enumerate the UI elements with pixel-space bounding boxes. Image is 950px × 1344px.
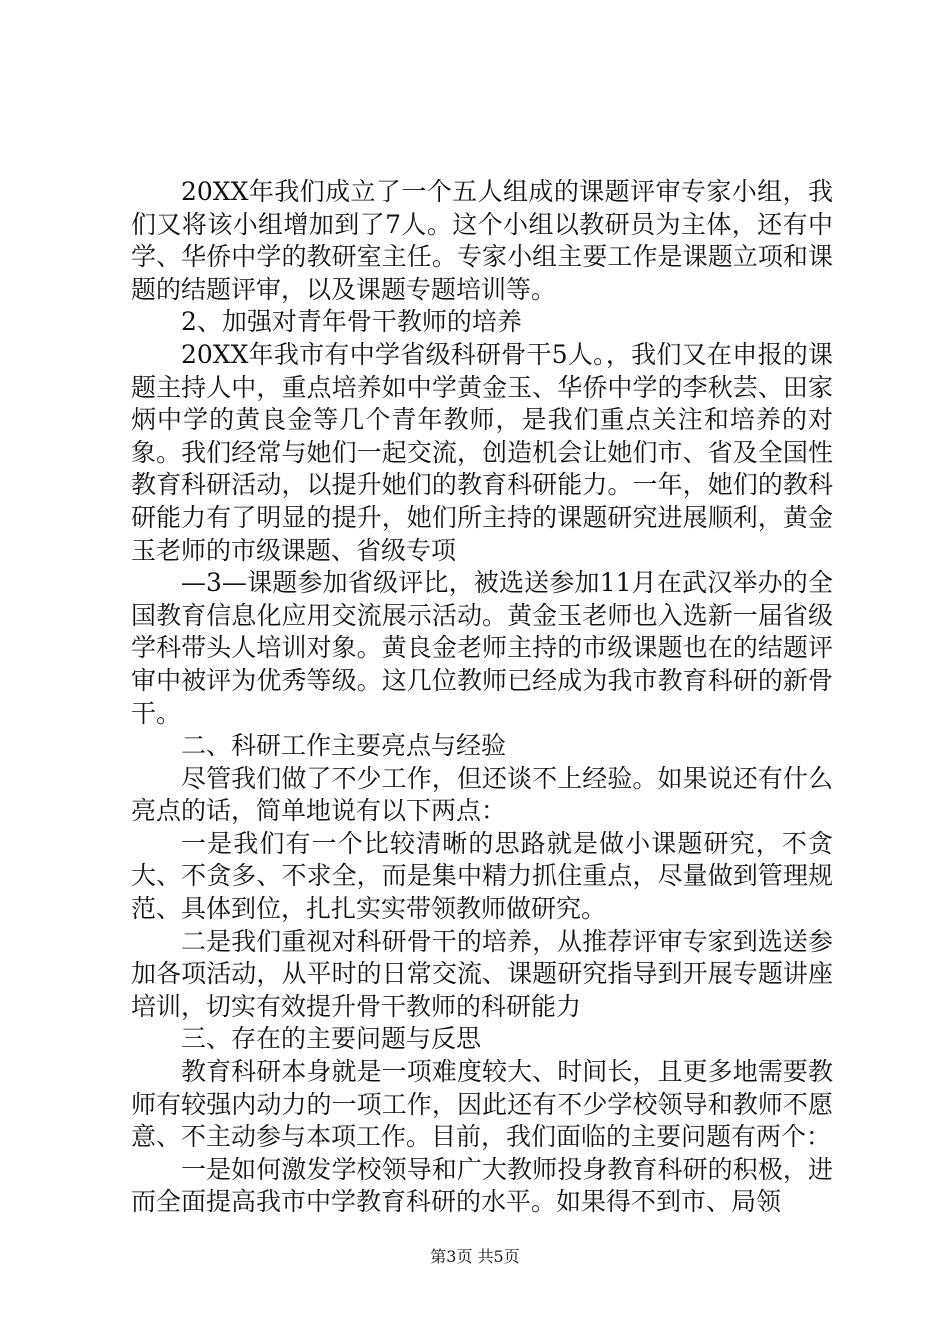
paragraph-highlight-two: 二是我们重视对科研骨干的培养，从推荐评审专家到选送参加各项活动，从平时的日常交流、课题研究指导到开展专题讲座培训，切实有效提升骨干教师的科研能力	[131, 926, 833, 1021]
paragraph-highlights-intro: 尽管我们做了不少工作，但还谈不上经验。如果说还有什么亮点的话，简单地说有以下两点：	[131, 763, 833, 826]
paragraph-problems-intro: 教育科研本身就是一项难度较大、时间长，且更多地需要教师有较强内动力的一项工作，因此还有不少学校领导和教师不愿意、不主动参与本项工作。目前，我们面临的主要问题有两个：	[131, 1057, 833, 1152]
paragraph-expert-group: 20XX年我们成立了一个五人组成的课题评审专家小组，我们又将该小组增加到了7人。这个小组以教研员为主体，还有中学、华侨中学的教研室主任。专家小组主要工作是课题立项和课题的结题评审，以及课题专题培训等。	[131, 177, 833, 304]
section-heading-highlights: 二、科研工作主要亮点与经验	[181, 731, 507, 761]
page-footer: 第3页 共5页	[430, 1247, 520, 1266]
paragraph-highlight-one: 一是我们有一个比较清晰的思路就是做小课题研究，不贪大、不贪多、不求全，而是集中精力抓住重点，尽量做到管理规范、具体到位，扎扎实实带领教师做研究。	[131, 828, 833, 924]
paragraph-problem-one: 一是如何激发学校领导和广大教师投身教育科研的积极，进而全面提高我市中学教育科研的水平。如果得不到市、局领	[131, 1154, 833, 1217]
document-body	[131, 176, 833, 1219]
paragraph-young-teachers: 20XX年我市有中学省级科研骨干5人。，我们又在申报的课题主持人中，重点培养如中学黄金玉、华侨中学的李秋芸、田家炳中学的黄良金等几个青年教师，是我们重点关注和培养的对象。我们经常与她们一起交流，创造机会让她们市、省及全国性教育科研活动，以提升她们的教育科研能力。一年，她们的教科研能力有了明显的提升，她们所主持的课题研究进展顺利，黄金玉老师的市级课题、省级专项	[131, 339, 833, 565]
section-heading-young-teachers: 2、加强对青年骨干教师的培养	[181, 307, 522, 337]
paragraph-provincial-evaluation: —3—课题参加省级评比，被选送参加11月在武汉举办的全国教育信息化应用交流展示活动。黄金玉老师也入选新一届省级学科带头人培训对象。黄良金老师主持的市级课题也在的结题评审中被评为优秀等级。这几位教师已经成为我市教育科研的新骨干。	[131, 568, 833, 728]
section-heading-problems: 三、存在的主要问题与反思	[181, 1024, 482, 1054]
